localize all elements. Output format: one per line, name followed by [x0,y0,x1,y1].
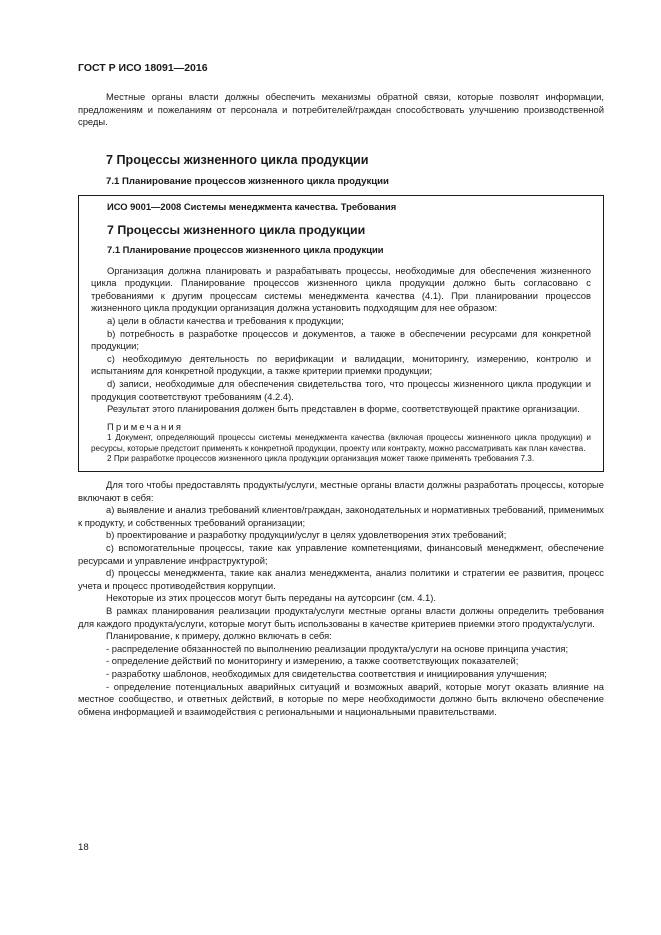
document-code-header: ГОСТ Р ИСО 18091—2016 [78,62,208,74]
quoted-paragraph: Организация должна планировать и разрабатывать процессы, необходимые для обеспечения жизненного цикла продукции. Планирование процессов жизненного цикла продукции должно быть согласовано с требованиями к другим процессам системы менеджмента качества (4.1). При планировании процессов жизненного цикла продукции организация должна установить подходящим для нее образом: [91,264,591,314]
page-number: 18 [78,842,89,853]
body-paragraph: Планирование, к примеру, должно включать в себя: [106,630,332,642]
body-paragraph: Некоторые из этих процессов могут быть переданы на аутсорсинг (см. 4.1). [106,592,436,604]
notes-title: Примечания [107,420,184,432]
quoted-standard-title: ИСО 9001—2008 Системы менеджмента качества. Требования [107,201,397,213]
page-content [78,91,604,718]
note-item: 1 Документ, определяющий процессы системы менеджмента качества (включая процессы жизненного цикла продукции) и ресурсы, которые предстоит применять к конкретной продукции, проекту или контракту, можно рассматривать как план качества. [91,433,591,453]
section-heading: 7 Процессы жизненного цикла продукции [106,152,369,167]
body-paragraph: В рамках планирования реализации продукта/услуги местные органы власти должны определить требования для каждого продукта/услуги, которые могут быть использованы в качестве критериев приемки этого продукта/услуги. [78,605,604,629]
quoted-list-item-b: b) потребность в разработке процессов и документов, а также в обеспечении ресурсами для конкретной продукции; [91,327,591,352]
body-text [78,479,604,718]
intro-paragraph: Местные органы власти должны обеспечить механизмы обратной связи, которые позволят информации, предложениям и пожеланиям от персонала и потребителей/граждан способствовать улучшению производственной среды. [78,91,604,128]
note-item: 2 При разработке процессов жизненного цикла продукции организация может также применять требования 7.3. [107,454,535,464]
quoted-list-item-d: d) записи, необходимые для обеспечения свидетельства того, что процессы жизненного цикла продукции и продукция соответствуют требованиям (4.2.4). [91,377,591,402]
quoted-standard-box [78,195,604,472]
body-list-item: b) проектирование и разработку продукции/услуг в целях удовлетворения этих требований; [106,529,507,541]
body-dash-item: - разработку шаблонов, необходимых для свидетельства соответствия и инициирования улучшения; [106,667,547,679]
body-dash-item: - определение потенциальных аварийных ситуаций и возможных аварий, которые могут оказать влияние на местное сообщество, и ответных действий, в которые по мере необходимости должно быть включено обеспечение обмена информацией и взаимодействия с региональными и национальными правительствами. [78,680,604,717]
body-list-item: a) выявление и анализ требований клиентов/граждан, законодательных и нормативных требований, применимых к продукту, и собственных требований организации; [78,504,604,528]
body-dash-item: - определение действий по мониторингу и измерению, а также соответствующих показателей; [106,655,519,667]
quoted-section-subheading: 7.1 Планирование процессов жизненного цикла продукции [107,243,384,255]
body-list-item: d) процессы менеджмента, такие как анализ менеджмента, анализ политики и стратегии ее развития, процесс учета и процесс противодействия коррупции. [78,567,604,591]
quoted-paragraph: Результат этого планирования должен быть представлен в форме, соответствующей практике организации. [107,403,580,415]
section-subheading: 7.1 Планирование процессов жизненного цикла продукции [106,175,389,187]
body-paragraph: Для того чтобы предоставлять продукты/услуги, местные органы власти должны разработать процессы, которые включают в себя: [78,479,604,503]
quoted-list-item-a: a) цели в области качества и требования к продукции; [107,314,344,326]
quoted-list-item-c: c) необходимую деятельность по верификации и валидации, мониторингу, измерению, контролю и испытаниям для конкретной продукции, а также критерии приемки продукции; [91,352,591,377]
body-list-item: c) вспомогательные процессы, такие как управление компетенциями, финансовый менеджмент, обеспечение ресурсами и управление инфраструктурой; [78,542,604,566]
quoted-section-heading: 7 Процессы жизненного цикла продукции [107,222,366,237]
body-dash-item: - распределение обязанностей по выполнению реализации продукта/услуги на основе принципа участия; [106,642,569,654]
